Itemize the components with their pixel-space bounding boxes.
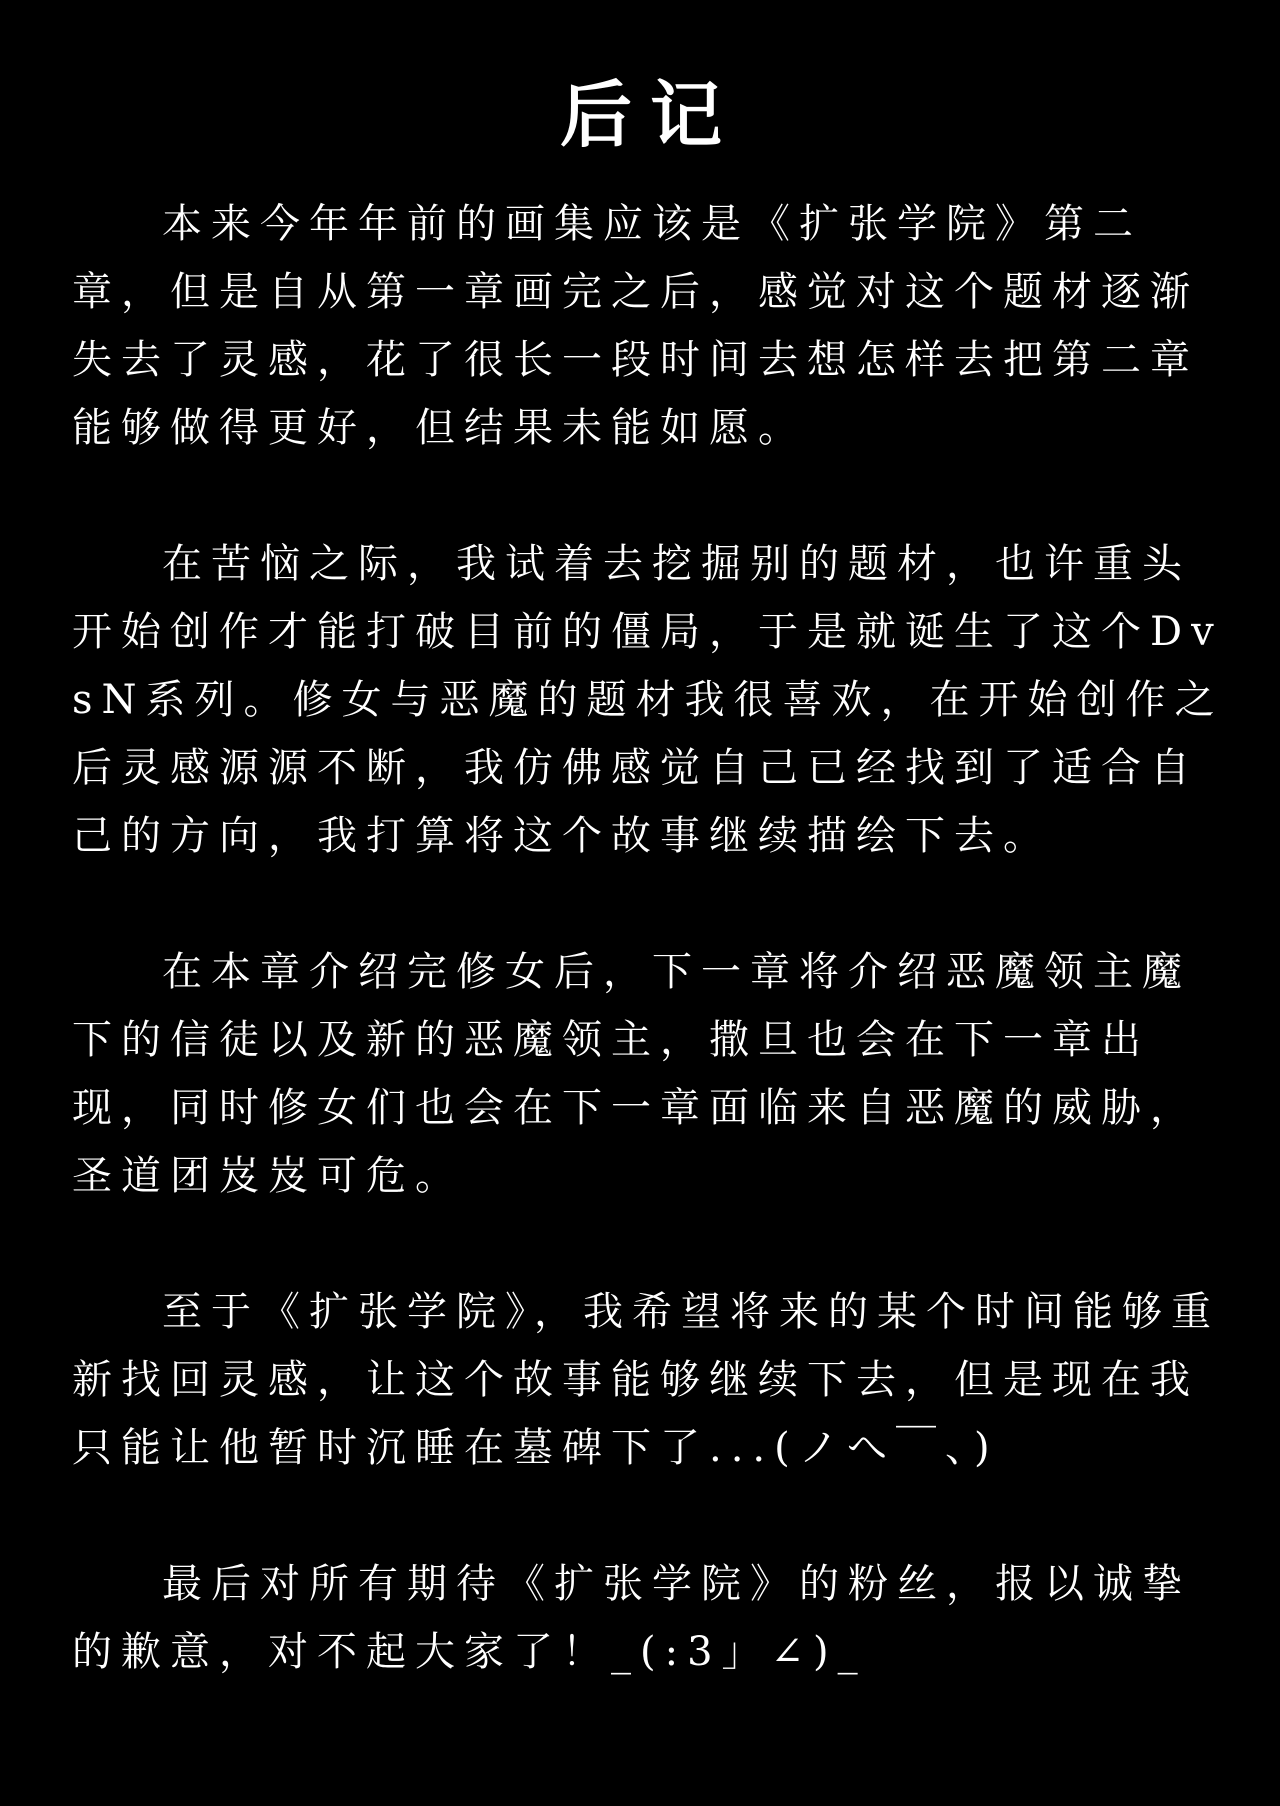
paragraph-5: 最后对所有期待《扩张学院》的粉丝，报以诚挚的歉意，对不起大家了！_(:3」∠)_: [72, 1561, 1191, 1676]
paragraph-4: 至于《扩张学院》，我希望将来的某个时间能够重新找回灵感，让这个故事能够继续下去，但是现在我只能让他暂时沉睡在墓碑下了...(ノへ￣、): [72, 1289, 1220, 1472]
paragraph-2: 在苦恼之际，我试着去挖掘别的题材，也许重头开始创作才能打破目前的僵局，于是就诞生了这个DvsN系列。修女与恶魔的题材我很喜欢，在开始创作之后灵感源源不断，我仿佛感觉自己已经找到了适合自己的方向，我打算将这个故事继续描绘下去。: [72, 541, 1224, 860]
paragraph-1: 本来今年年前的画集应该是《扩张学院》第二章，但是自从第一章画完之后，感觉对这个题材逐渐失去了灵感，花了很长一段时间去想怎样去把第二章能够做得更好，但结果未能如愿。: [72, 201, 1199, 452]
paragraph-3: 在本章介绍完修女后，下一章将介绍恶魔领主魔下的信徒以及新的恶魔领主，撒旦也会在下一章出现，同时修女们也会在下一章面临来自恶魔的威胁，圣道团岌岌可危。: [72, 949, 1199, 1200]
page-title: 后记: [559, 72, 740, 157]
